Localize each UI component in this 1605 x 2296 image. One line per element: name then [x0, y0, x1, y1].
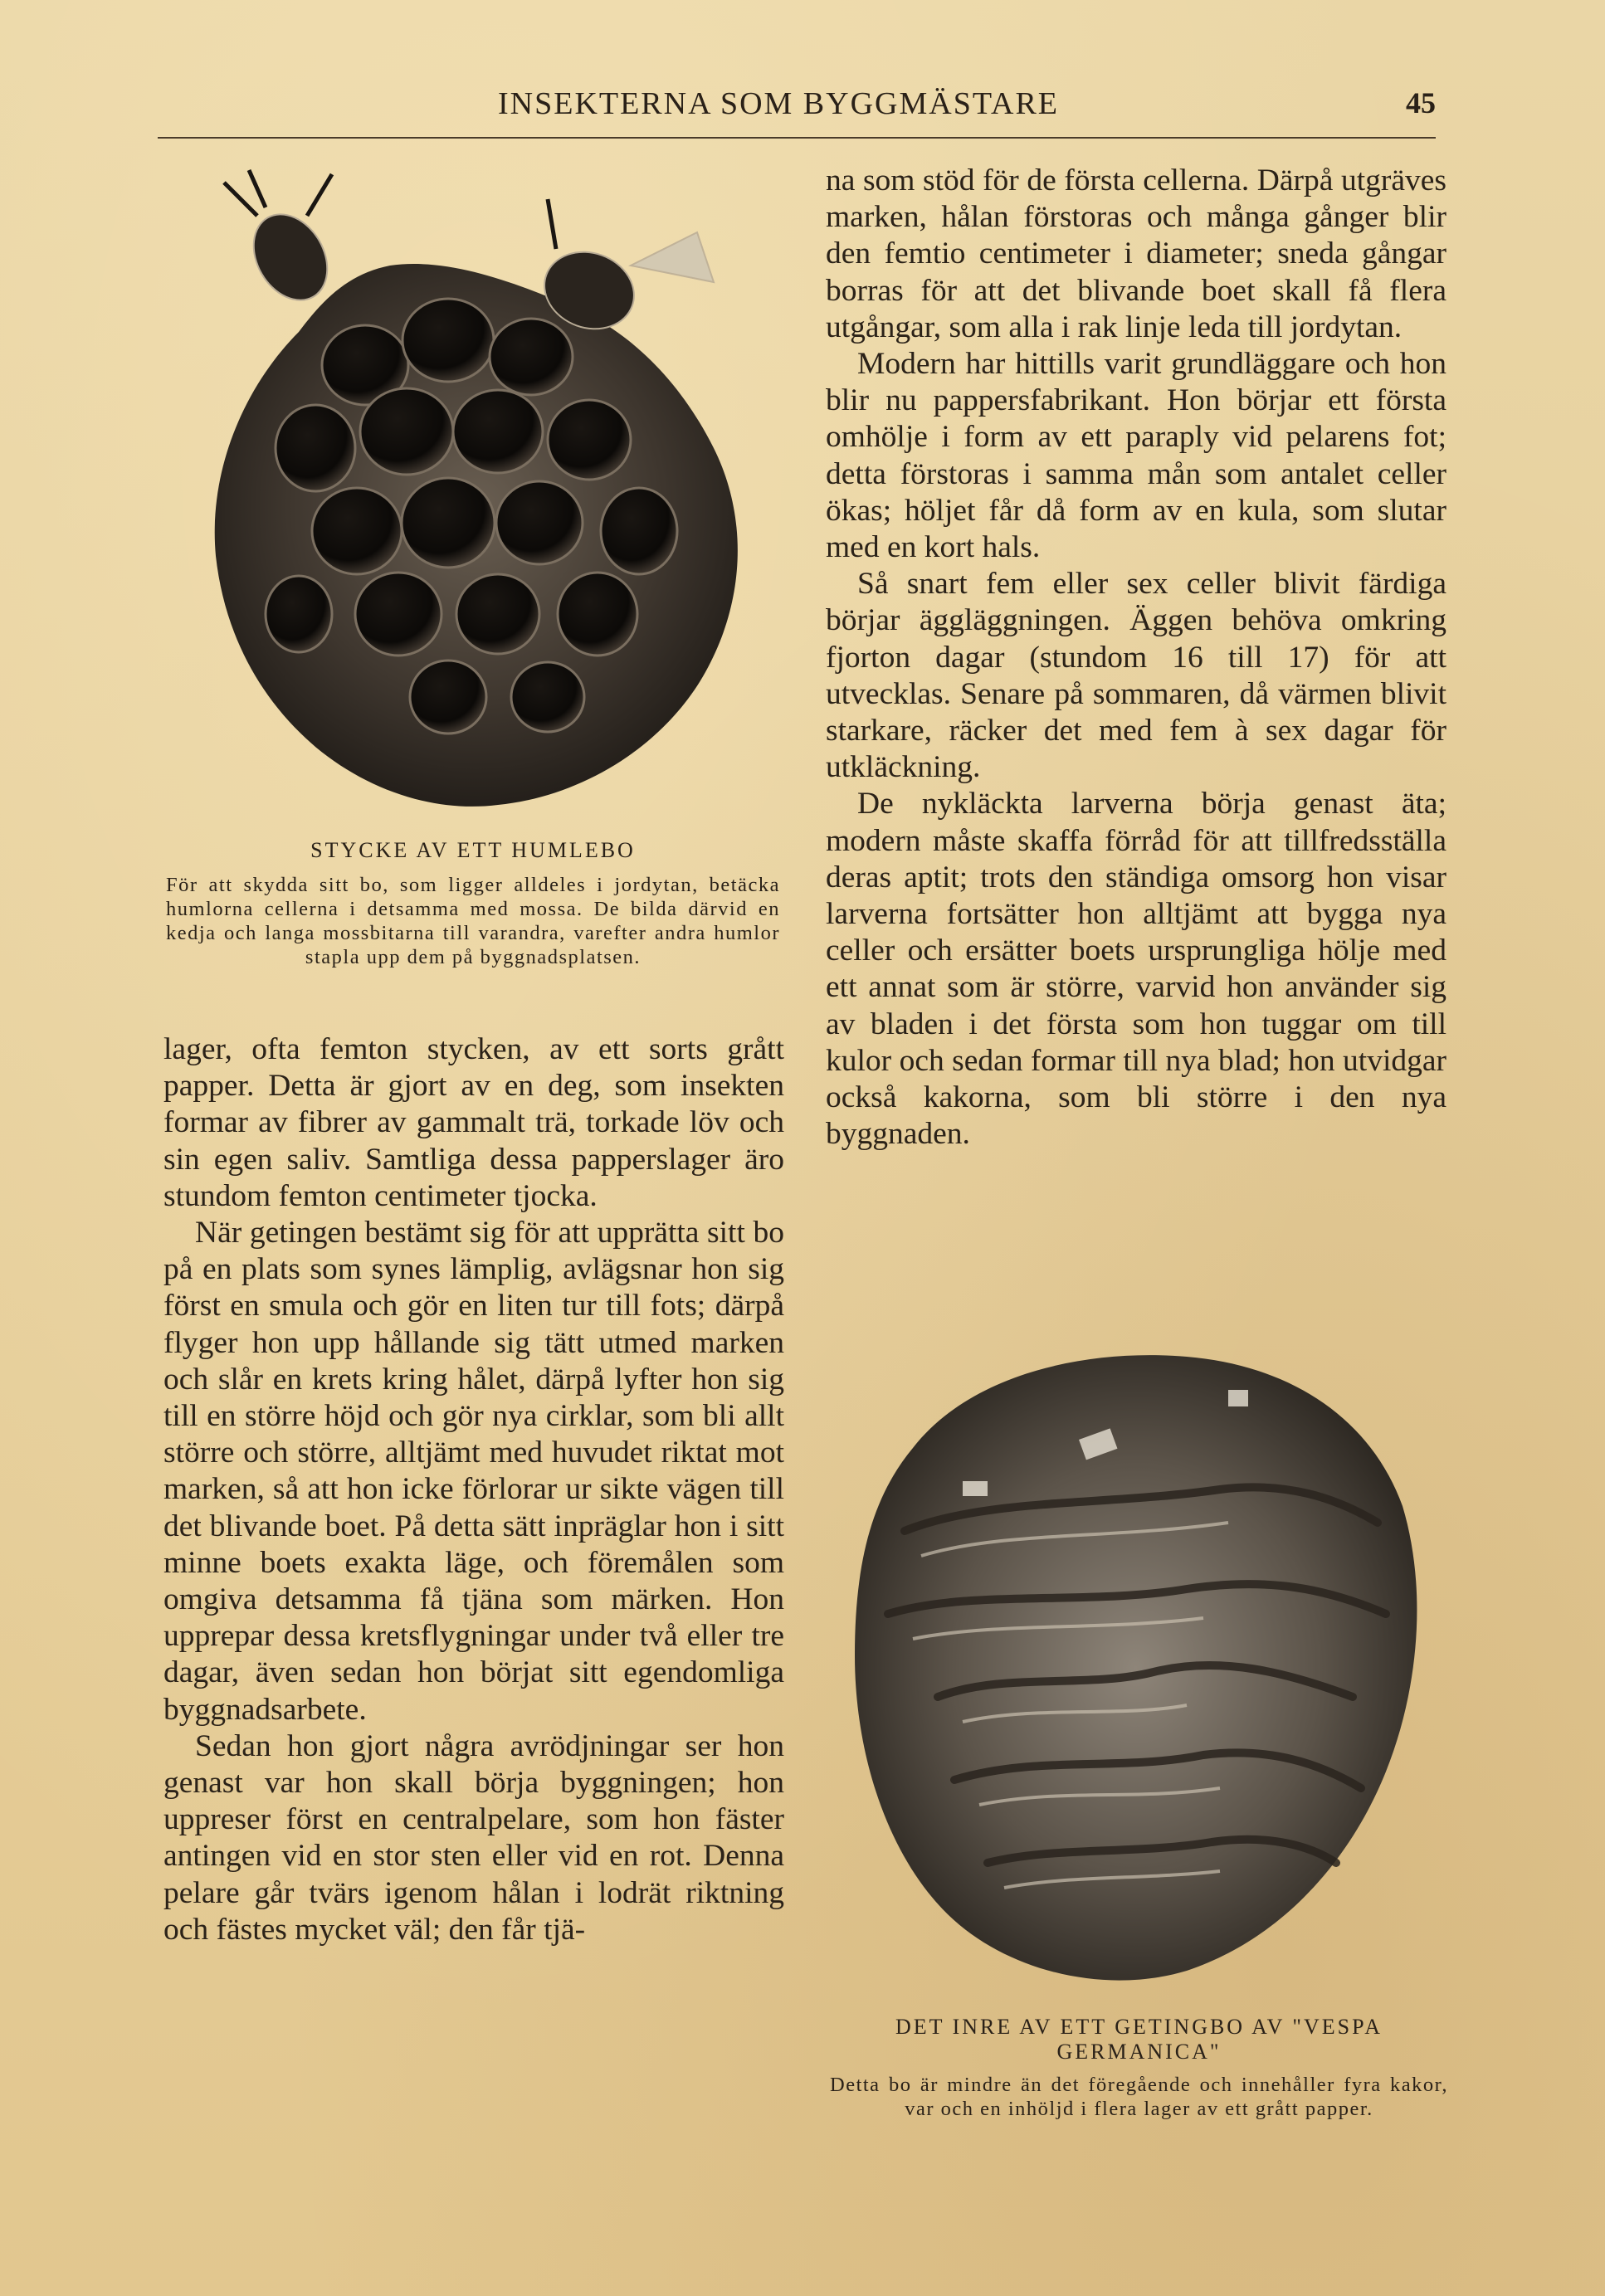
wasp-nest-photo	[838, 1340, 1427, 1987]
paragraph: Modern har hittills varit grundläggare och hon blir nu pappersfabrikant. Hon börjar ett första omhölje i form av ett paraply vid pelarens fot; detta förstoras i samma mån som antalet celler ökas; höljet får då form av en kula, som slutar med en kort hals.	[826, 347, 1446, 565]
running-title: INSEKTERNA SOM BYGGMÄSTARE	[498, 86, 1060, 121]
figure-caption-body: Detta bo är mindre än det föregående och innehåller fyra kakor, var och en inhöljd i flera lager av ett grått papper.	[830, 2074, 1448, 2120]
page-header	[158, 79, 1436, 139]
page-number: 45	[1406, 86, 1436, 119]
paragraph: När getingen bestämt sig för att upprätta sitt bo på en plats som synes lämplig, avlägsnar hon sig först en smula och gör en liten tur till fots; därpå flyger hon upp hållande sig tätt utmed marken och slår en krets kring hålet, därpå lyfter hon sig till en större höjd och gör nya cirklar, som bli allt större och större, alltjämt med huvudet riktat mot marken, så att hon icke förlorar ur sikte vägen till det blivande boet. På detta sätt inpräglar hon i sitt minne boets exakta läge, och föremålen som omgiva detsamma få tjäna som märken. Hon upprepar dessa kretsflygningar under två eller tre dagar, även sedan hon börjat sitt egendomliga byggnadsarbete.	[163, 1216, 784, 1727]
paragraph: lager, ofta femton stycken, av ett sorts grått papper. Detta är gjort av en deg, som insekten formar av fibrer av gammalt trä, torkade löv och sin egen saliv. Samtliga dessa papperslager äro stundom femton centimeter tjocka.	[163, 1032, 784, 1213]
left-column	[163, 1031, 784, 1948]
paragraph: De nykläckta larverna börja genast äta; modern måste skaffa förråd för att tillfredsställa deras aptit; trots den ständiga omsorg hon visar larverna fortsätter hon alltjämt att bygga nya celler och ersätter boets ursprungliga hölje med ett annat som är större, varvid hon använder sig av bladen i det första som hon tuggar om till kulor och sedan formar till nya blad; hon utvidgar också kakorna, som bli större i den nya byggnaden.	[826, 787, 1446, 1152]
paragraph: Sedan hon gjort några avrödjningar ser hon genast var hon skall börja byggningen; hon uppreser först en centralpelare, som hon fäster antingen vid en stor sten eller vid en rot. Denna pelare går tvärs igenom hålan i lodrät riktning och fästes mycket väl; den får tjä-	[163, 1728, 784, 1947]
figure-caption-body: För att skydda sitt bo, som ligger alldeles i jordytan, betäcka humlorna cellerna i detsamma med mossa. De bilda därvid en kedja och langa mossbitarna till varandra, varefter andra humlor stapla upp dem på byggnadsplatsen.	[166, 874, 780, 968]
figure-caption-title: STYCKE AV ETT HUMLEBO	[310, 838, 636, 862]
paragraph: na som stöd för de första cellerna. Därpå utgräves marken, hålan förstoras och många gånger blir den femtio centimeter i diameter; sneda gångar borras för att det blivande boet skall få flera utgångar, som alla i rak linje leda till jordytan.	[826, 163, 1446, 344]
figure-caption-title: DET INRE AV ETT GETINGBO AV "VESPA GERMANICA"	[895, 2015, 1383, 2064]
bumblebee-nest-photo	[199, 166, 763, 821]
paragraph: Så snart fem eller sex celler blivit färdiga börjar äggläggningen. Äggen behöva omkring fjorton dagar (stundom 16 till 17) för att utvecklas. Senare på sommaren, då värmen blivit starkare, räcker det med fem à sex dagar för utkläckning.	[826, 567, 1446, 785]
right-column	[826, 163, 1446, 1153]
